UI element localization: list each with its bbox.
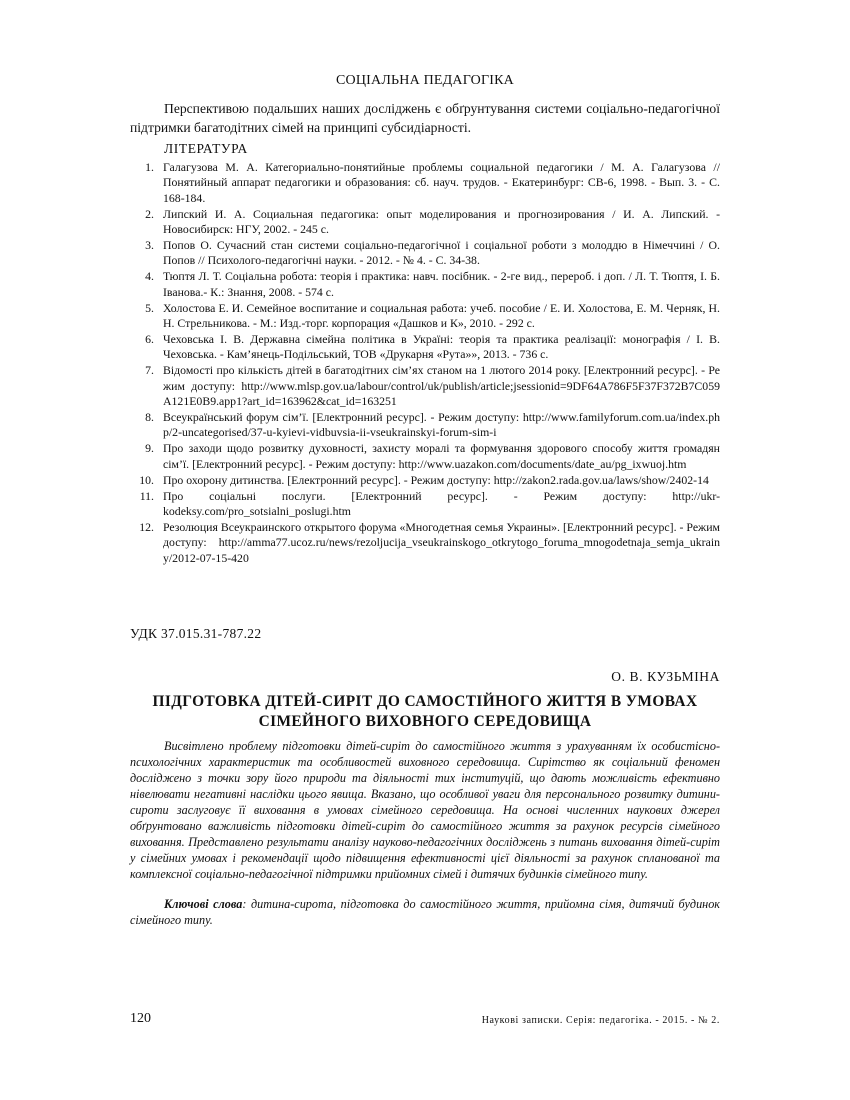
reference-number: 12.: [139, 519, 154, 534]
reference-number: 9.: [145, 441, 154, 456]
reference-number: 7.: [145, 363, 154, 378]
reference-item: [130, 520, 720, 566]
reference-item: [130, 363, 720, 409]
reference-text: Холостова Е. И. Семейное воспитание и социальная работа: учеб. пособие / Е. И. Холостова, Е. М. Черняк, Н. Н. Стрельникова. - М.: Изд.-торг. корпорация «Дашков и К», 2010. - 292 с.: [163, 300, 720, 331]
reference-item: [130, 238, 720, 269]
running-head: СОЦІАЛЬНА ПЕДАГОГІКА: [336, 73, 514, 88]
keywords-text: : дитина-сирота, підготовка до самостійного життя, прийомна сімя, дитячий будинок сімейного типу.: [130, 897, 721, 927]
reference-number: 2.: [145, 206, 154, 221]
reference-item: [130, 410, 720, 441]
reference-list: [130, 160, 720, 567]
reference-number: 11.: [139, 488, 154, 503]
reference-number: 5.: [145, 300, 154, 315]
reference-item: [130, 207, 720, 238]
reference-text: Резолюция Всеукраинского открытого форума «Многодетная семья Украины». [Електронний ресурс]. - Режим доступу: http://amma77.ucoz.ru/news/rezoljucija_vseukrainskogo_otkrytogo_foruma_mnogodetnaja_semja_ukrainy/2012-07-15-420: [163, 519, 720, 565]
reference-item: [130, 160, 720, 206]
page-number: 120: [130, 1011, 151, 1026]
footer-journal: Наукові записки. Серія: педагогіка. - 2015. - № 2.: [481, 1015, 720, 1026]
reference-number: 1.: [145, 160, 154, 174]
reference-item: [130, 269, 720, 300]
reference-text: Тюптя Л. Т. Соціальна робота: теорія і практика: навч. посібник. - 2-ге вид., перероб. і доп. / Л. Т. Тюптя, І. Б. Іванова.- К.: Знання, 2008. - 574 с.: [163, 269, 720, 299]
reference-text: Про соціальні послуги. [Електронний ресурс]. - Режим доступу: http://ukr-kodeksy.com/pro_sotsialni_poslugi.htm: [163, 488, 720, 518]
reference-item: [130, 441, 720, 472]
reference-text: Чеховська І. В. Державна сімейна політика в Україні: теорія та практика реалізації: монографія / І. В. Чеховська. - Кам’янець-Подільський, ТОВ «Друкарня «Рута»», 2013. - 736 с.: [163, 331, 720, 362]
reference-text: Всеукраїнський форум сім’ї. [Електронний ресурс]. - Режим доступу: http://www.familyforum.com.ua/index.php/2-uncategorised/37-u-kyievi-vidbuvsia-ii-vseukrainskyi-forum-sim-i: [163, 410, 720, 440]
udc-code: УДК 37.015.31-787.22: [130, 626, 262, 641]
reference-number: 8.: [145, 410, 154, 424]
reference-text: Галагузова М. А. Категориально-понятийные проблемы социальной педагогики / М. А. Галагузова // Понятийный аппарат педагогики и образования: сб. науч. трудов. - Екатеринбург: СВ-6, 1998. - Вып. 3. - С. 168-184.: [163, 160, 720, 205]
reference-number: 10.: [139, 472, 154, 487]
article-title: ПІДГОТОВКА ДІТЕЙ-СИРІТ ДО САМОСТІЙНОГО ЖИТТЯ В УМОВАХ СІМЕЙНОГО ВИХОВНОГО СЕРЕДОВИЩА: [152, 693, 698, 730]
intro-paragraph: Перспективою подальших наших досліджень є обґрунтування системи соціально-педагогічної підтримки багатодітних сімей на принципі субсидіарності.: [130, 101, 720, 135]
reference-item: [130, 301, 720, 332]
reference-number: 4.: [145, 269, 154, 284]
reference-item: [130, 489, 720, 520]
reference-text: Відомості про кількість дітей в багатодітних сім’ях станом на 1 лютого 2014 року. [Електронний ресурс]. - Режим доступу: http://www.mlsp.gov.ua/labour/control/uk/publish/article;jsessionid=9DF64A786F5F37F372B7C059A121E0B9.app1?art_id=163962&cat_id=163251: [163, 363, 720, 409]
reference-item: [130, 332, 720, 363]
reference-text: Попов О. Сучасний стан системи соціально-педагогічної і соціальної роботи з молоддю в Німеччині / О. Попов // Психолого-педагогічні науки. - 2012. - № 4. - С. 34-38.: [163, 238, 720, 268]
reference-text: Про охорону дитинства. [Електронний ресурс]. - Режим доступу: http://zakon2.rada.gov.ua/laws/show/2402-14: [163, 472, 709, 487]
reference-text: Липский И. А. Социальная педагогика: опыт моделирования и прогнозирования / И. А. Липский. - Новосибирск: НГУ, 2002. - 245 с.: [163, 206, 720, 237]
keywords: [130, 896, 720, 928]
reference-text: Про заходи щодо розвитку духовності, захисту моралі та формування здорового способу життя громадян сім’ї. [Електронний ресурс]. - Режим доступу: http://www.uazakon.com/documents/date_au/pg_ixwuoj.htm: [163, 441, 720, 471]
author-name: О. В. КУЗЬМІНА: [611, 669, 720, 684]
reference-number: 3.: [145, 238, 154, 253]
reference-number: 6.: [145, 331, 154, 346]
literature-heading: ЛІТЕРАТУРА: [164, 141, 248, 156]
keywords-label: Ключові слова: [164, 897, 243, 911]
abstract: Висвітлено проблему підготовки дітей-сиріт до самостійного життя з урахуванням їх особистісно-психологічних характеристик та особливостей виховного середовища. Сирітство як соціальний феномен досліджено з точки зору його природи та діяльності тих інституцій, що дають можливість ефективно нівелювати негативні наслідки цього явища. Вказано, що особливої уваги для персонального розвитку дитини-сироти заслуговує її виховання в умовах сімейного середовища. На основі численних наукових джерел обґрунтовано важливість підготовки дітей-сиріт до самостійного життя за рахунок ресурсів сімейного виховання. Представлено результати аналізу науково-педагогічних досліджень з питань виховання дітей-сиріт у сімейних умовах і рекомендації щодо підвищення ефективності цієї діяльності за рахунок спланованої та комплексної соціально-педагогічної підтримки прийомних сімей і дитячих будинків сімейного типу.: [130, 739, 720, 881]
reference-item: [130, 473, 720, 488]
